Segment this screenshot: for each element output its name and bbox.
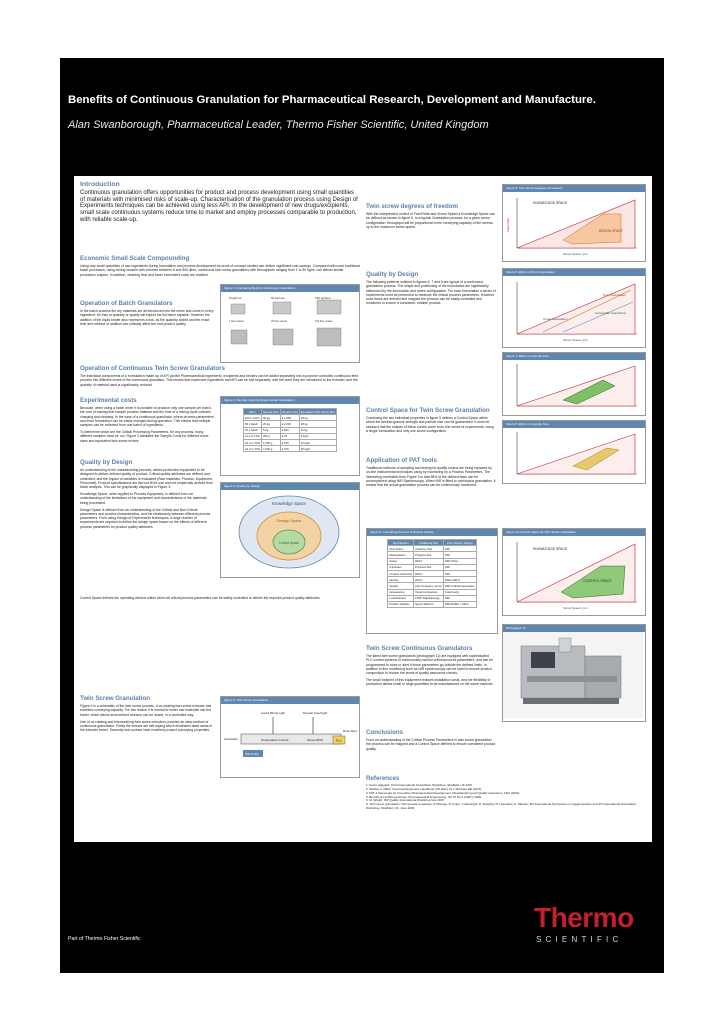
fig4-label-1: Powder Feed kg/h xyxy=(303,711,328,715)
fig10-label-2: Screw Speed, rpm xyxy=(563,606,588,610)
fig1-label-2: 150 kg/hour xyxy=(315,296,331,300)
economic-text: Using only small quantities of raw ingredients during formulation and process development for proof-of-concept studies can deliver significant cost savings. Compared with more traditional batch processes, using mixing vessels with volumes between 8 and 600 litres, continuous twin screw granulators with throughputs ranging from 1 to 50 kg/hr, can deliver similar production outputs. In addition, cleaning time and lower investment costs are realised. xyxy=(80,264,360,277)
machine-base xyxy=(523,698,619,704)
figure-3-title: Figure 3: Quality by Design xyxy=(221,483,359,490)
fig3-label-1: Design Space xyxy=(276,518,302,523)
qbd2-heading: Quality by Design xyxy=(366,271,419,278)
fig8-region xyxy=(517,434,635,474)
reference-item: 1. Kevin Haggard, Third International Granulation Workshop, Sheffield, UK 2007 xyxy=(366,783,473,788)
fig9-cell: Description xyxy=(388,546,414,552)
fig3-label-2: Control Space xyxy=(278,541,300,545)
fig9-column-header: Specification xyxy=(388,540,414,546)
fig2-cell: 18 kg xyxy=(299,421,336,427)
control-space-text: Control Space defines the operating window within which all critical process parameters can be safely controlled to deliver the required product quality attributes. xyxy=(80,596,321,600)
fig9-cell: Distinguisher xyxy=(388,552,414,558)
figure-9-table xyxy=(387,539,476,608)
fig2-cell: 1,500 g xyxy=(262,439,281,445)
fig6-label-2: Acceptable Granulation xyxy=(595,311,627,315)
reference-item: 2. Shelley A. Miller, Chemical Engineers' Handbook (7th Ed) p 11-7 McGraw-Hill (1974) xyxy=(366,787,482,791)
reference-item: 6. Twin screw granulation: Wet granule properties. R Dhenge, R. Fyles, J Cartwright, D. Doughty, M. Hounslow, A. Salman, 9th International Symposium on Agglomeration and 4th International Granulation Workshop, Sheffield, UK, June 2009 xyxy=(366,802,637,810)
fig4-label-7: PLC xyxy=(336,738,342,743)
content-panel xyxy=(74,176,652,842)
conclusions-text: From an understanding of the Critical Process Parameters in twin screw granulation the process can be mapped and a Control Space defined to ensure consistent product quality. xyxy=(366,738,496,751)
economic-heading: Economic Small Scale Compounding xyxy=(80,255,190,262)
fig2-cell: 16 mm TSG xyxy=(244,440,260,445)
pat-section xyxy=(366,458,496,487)
figure-9-title: Figure 9: Comparing Process & Product Testing xyxy=(367,529,497,536)
fig2-cell: 20 kg xyxy=(262,421,281,427)
poster xyxy=(60,58,664,973)
tsg-text: The latest twin screw granulators (photograph 11) are equipped with sophisticated PLC control systems to continuously monitor critical process parameters, and can be programmed to store or alert if those parameters go outside the defined limits. In addition In-line monitoring such as NIR spectroscopy can be used to ensure product composition to reduce the levels of quality assurance checks. xyxy=(366,654,494,676)
fig4-label-4: Screw RPM xyxy=(307,738,323,742)
twin-op-text: The individual components of a formulation made up of API (Active Pharmaceutical Ingredient), excipients and binders can be added separately into a purpose controlled continuous feed process into different zones of the continuous granulator. This means that expensive ingredients and API can be fold separately until the point they are introduced to the extruder, and the quantity of material used is significantly reduced. xyxy=(80,374,359,387)
fig2-cell: 10 L batch xyxy=(243,427,261,433)
fig6-label-3: Screw Speed, rpm xyxy=(563,338,588,342)
intro-section xyxy=(80,182,360,224)
photograph-11-title: Photograph 11 xyxy=(503,625,645,632)
logo-sub: SCIENTIFIC xyxy=(536,935,623,944)
fig2-cell: 50 kg xyxy=(262,415,281,421)
fig2-column-header: Equivalent Twin Screw Size xyxy=(300,409,336,414)
exp-section xyxy=(80,398,214,443)
economic-section xyxy=(80,256,360,277)
exp-heading: Experimental costs xyxy=(80,397,137,404)
fig9-cell: HPLC xyxy=(414,577,444,583)
knowledge-space-text: Knowledge Space, when applied to Process Equipment, is defined from our understanding of the limitations of the equipment and characteristics of the materials being processed. xyxy=(80,492,207,505)
fig2-cell: £ 1,500 xyxy=(280,415,299,421)
qbd-heading: Quality by Design xyxy=(80,459,133,466)
references-list xyxy=(366,784,646,811)
mixer-medium-icon xyxy=(273,302,291,314)
footer-text: Part of Thermo Fisher Scientific xyxy=(68,936,141,942)
fig9-cell: Visual comparison xyxy=(414,589,444,595)
qbd-text: An understanding of the manufacturing process, allows production equipment to be designed to deliver defined quality of product. Critical quality attributes are defined and controlled, and the impact of variables is evaluated (Raw materials, Process, Equipment, Personnel). Product specifications are laid out fit for use and not empirically derived from batch analysis. This can be graphically displayed in Figure 3. xyxy=(80,468,213,490)
figure-5-graphic xyxy=(503,192,643,258)
control-screen xyxy=(531,652,555,668)
fig9-cell: NIR/ Critical parameters xyxy=(444,583,475,588)
qbd2-text: The following patterns outlined in figures 6, 7 and 8 are typical of a continuous granulation process. The shape and positioning of the boundaries are significantly influenced by the formulation and screw configuration. For each formulation a series of experiments must be performed to measure the critical process parameters. However once these are defined and mapped the process can be easily controlled and monitored to ensure a consistent, reliable product. xyxy=(366,280,496,306)
figure-4-graphic xyxy=(221,704,357,774)
twin-op-heading: Operation of Continuous Twin Screw Granulators xyxy=(80,365,225,372)
fig2-cell: £ 150 xyxy=(280,439,299,445)
control-heading: Control Space for Twin Screw Granulation xyxy=(366,407,490,414)
fig9-cell: Content uniformity xyxy=(389,571,413,576)
figure-10-title: Figure 10: Control Space for Twin Screw Granulation xyxy=(503,529,645,536)
granulator-medium-icon xyxy=(273,329,293,345)
granulator-small-icon xyxy=(231,330,247,344)
fig5-label-1: DESIGN SPACE xyxy=(599,229,623,233)
fig1-label-4: 20 litre vessel xyxy=(271,320,287,323)
fig9-cell: HPLC xyxy=(414,558,444,564)
fig2-cell: 18 kg xyxy=(299,415,336,421)
fig2-row xyxy=(243,446,336,452)
fig1-label-3: 1 litre vessel xyxy=(229,320,244,323)
twin-gran-heading: Twin Screw Granulation xyxy=(80,695,151,702)
figure-3 xyxy=(220,482,360,578)
fig9-cell: NIR xyxy=(443,570,476,576)
conclusions-section xyxy=(366,730,496,751)
fig2-cell: 5 kg xyxy=(262,427,281,433)
granulator-photo xyxy=(503,632,643,718)
references-section xyxy=(366,776,646,811)
figure-6-title: Figure 6: Effect of Fill on Granulation xyxy=(503,269,645,276)
fig9-cell: Impurities xyxy=(388,564,414,570)
control-text: Combining the two individual properties in figure 9 defines a Control Space within which the desired granule strength and particle size can be guaranteed. It must be stressed that the shapes of these curves come from one series of experiments, using a single formulation and only one screw configuration. xyxy=(366,416,494,433)
figure-4 xyxy=(220,696,360,778)
title-block xyxy=(60,58,664,176)
twin-gran-text: Figure 4 is a schematic of the twin screw process. A co-rotating twin screw extruder has excellent conveying capacity. For this reason it is normal to meter raw materials into the barrel, which allows several feed streams can be dosed, in a controlled way. xyxy=(80,704,212,717)
exp-text-2: To determine which are the Critical Processing Parameters, for any process, many different samples must be run. Figure 2 tabulates the Sample Costs for different mixer sizes and equivalent twin screw mixers. xyxy=(80,430,209,443)
fig10-label-0: KNOWLEDGE SPACE xyxy=(533,547,568,551)
twin-gran-text-2: Use of co-rotating and intermeshing twin-screw extruders provides an ideal method of continuous granulation. Firstly the screws are self-wiping which eliminates dead areas in the extruder barrel. Secondly twin screws have excellent product conveying properties. xyxy=(80,719,213,733)
figure-8 xyxy=(502,420,646,484)
twin-gran-section xyxy=(80,696,214,732)
fig2-cell: 250 g xyxy=(262,433,281,439)
fig6-label-1: Under Granulation xyxy=(543,317,568,321)
dof-text: With the independent control of Feed Rate and Screw Speed a Knowledge Space can be defined as shown in figure 5. In a typical Granulation process, for a given screw configuration, throughput will be proportional to the conveying capacity of the screws, up to the maximum screw speed. xyxy=(366,212,495,229)
fig1-label-1: 50 kg/hour xyxy=(271,296,286,300)
reference-item: 5. M. Wright, ISP Quality International Workshop Nov 2007 xyxy=(366,798,445,803)
fig9-cell: NIR/ Other xyxy=(443,558,476,564)
fig2-column-header: Mixer xyxy=(243,409,261,415)
figure-6-graphic xyxy=(503,276,643,344)
fig9-cell: Particle analysis xyxy=(388,601,414,607)
fig9-cell: NIR xyxy=(443,552,476,558)
feed-hopper xyxy=(559,638,571,652)
figure-7-graphic xyxy=(503,360,643,412)
fig2-cell: £ 2,000 xyxy=(280,421,299,427)
tsg-text-2: The small footprint of this equipment reduces installation costs, and the flexibility of production allows small or large quantities to be manufactured on the same machine. xyxy=(366,678,494,687)
fig2-column-header: Sample Size xyxy=(263,409,279,414)
logo-word: Thermo xyxy=(534,902,634,933)
fig6-label-0: Over Granulation xyxy=(603,293,626,297)
figure-8-graphic xyxy=(503,428,643,480)
intro-heading: Introduction xyxy=(80,181,120,188)
fig9-cell: Other HPLC xyxy=(443,577,476,583)
fig1-label-0: 8 kg/hour xyxy=(229,296,242,300)
fig4-label-6: NIR Probe xyxy=(245,752,260,756)
figure-2 xyxy=(220,396,360,476)
figure-5-title: Figure 5: Twin Screw Degrees of Freedom xyxy=(503,185,645,192)
fig2-cell: £ 500 xyxy=(280,427,299,433)
granulator-large-icon xyxy=(317,328,341,346)
fig9-cell: Loss/Solution xyxy=(388,595,414,601)
fig2-cell: 25 kg/h xyxy=(299,446,336,452)
fig9-cell: FTIR/ Rapid Energy xyxy=(414,595,444,601)
fig2-cell: 11 mm TSG xyxy=(244,434,260,439)
fig2-cell: 50 L batch xyxy=(243,421,261,427)
batch-section xyxy=(80,301,214,326)
batch-heading: Operation of Batch Granulators xyxy=(80,300,173,307)
twin-op-section xyxy=(80,366,360,387)
pat-text: Traditional methods of sampling and testing for quality control are being replaced by on-line instrumental techniques using by monitoring by a Process Parameters. The interesting correlation from Figure 9 is that 98% of the defined tests can be accomplished using NIR Spectroscopy. When NIR is fitted to continuous granulation, it means that the actual granulation process can be continuously monitored. xyxy=(366,466,496,488)
fig2-cell: 2 kg/h xyxy=(299,433,336,439)
references-heading: References xyxy=(366,775,400,782)
figure-6 xyxy=(502,268,646,348)
fig5-label-3: Screw Speed, rpm xyxy=(563,252,588,256)
barrel xyxy=(241,734,341,744)
fig9-cell: NIR xyxy=(443,546,476,552)
design-space-text: Design Space is defined from an understanding of the Critical and Non-Critical parameters and process characteristics, and the relationship between different process parameters. From using Design of Experiments techniques, a large number of experiments are required to define the design space based on the effects of different process parameters on product quality attributes. xyxy=(80,507,211,529)
fig2-cell: 7,000 g xyxy=(262,446,281,452)
thermo-scientific-logo xyxy=(534,904,634,944)
qbd2-section xyxy=(366,272,496,305)
fig2-cell: £ 25 xyxy=(280,433,299,439)
fig2-cell: 11 kg xyxy=(299,427,336,433)
reference-item: 3. PAT a framework for Innovative Pharmaceutical Development, Manufacturing and Quality Assurance, FDA (2004), xyxy=(366,790,521,795)
figure-10 xyxy=(502,528,646,616)
poster-title: Benefits of Continuous Granulation for Pharmaceutical Research, Development and Manufacture. xyxy=(68,94,596,106)
figure-10-graphic xyxy=(503,536,643,612)
poster-authors: Alan Swanborough, Pharmaceutical Leader, Thermo Fisher Scientific, United Kingdom xyxy=(68,119,489,131)
fig9-cell: Physical Test xyxy=(414,564,444,570)
fig2-cell: 24 mm TSG xyxy=(244,446,260,451)
intro-text: Continuous granulation offers opportunities for product and process development using small quantities of materials with minimised risks of scale-up. Characterisation of the granulation process using Design of Experiments techniques can be achieved using less API. In the development of new drugs/excipients, small scale continuous systems reduce time to market and employ processes comparable to production, with reliable scale-up. xyxy=(80,189,358,223)
fig1-label-5: 100 litre vessel xyxy=(315,320,333,323)
figure-1-graphic xyxy=(221,292,357,360)
figure-3-graphic xyxy=(221,490,357,574)
figure-2-table xyxy=(243,408,337,452)
reference-item: 4. Brendis & Lindbring-Holman, Pharmaceutical Engineering. Vol 27 No 4 (2007), ISPE xyxy=(366,794,482,799)
fig5-label-0: KNOWLEDGE SPACE xyxy=(533,201,568,205)
fig10-label-1: CONTROL SPACE xyxy=(583,579,612,583)
figure-1-title: Figure 1: Comparing Batch & Continuous Granulators xyxy=(221,285,359,292)
pat-heading: Application of PAT tools xyxy=(366,457,437,464)
dof-section xyxy=(366,204,496,229)
fig2-column-header: Sample Cost xyxy=(281,409,298,414)
batch-text: In the batch process the dry materials are all introduced into the mixer and come in every ingredient, for they to quantity or quality will exploit the full batch capable. However the addition of the liquid binder also represents a risk, as the quantity added and the exact time and method of addition can critically affect the end product quality. xyxy=(80,309,214,326)
fig4-label-0: Liquid Binder kg/h xyxy=(261,711,286,715)
fig2-cell: 100 L batch xyxy=(243,415,261,421)
fig9-cell: Lab/ Company norms xyxy=(415,583,442,588)
control-section xyxy=(366,408,496,433)
photograph-11 xyxy=(502,624,646,722)
fig2-cell: £ 700 xyxy=(280,446,299,452)
fig9-cell: Visual by Test xyxy=(414,546,444,552)
figure-5 xyxy=(502,184,646,262)
figure-8-title: Figure 8: Effect on Granule Size xyxy=(503,421,645,428)
figure-7 xyxy=(502,352,646,416)
figure-4-title: Figure 4: Twin Screw Granulation xyxy=(221,697,359,704)
figure-9 xyxy=(366,528,498,634)
fig4-label-3: Temperature Control xyxy=(261,738,289,742)
figure-2-title: Figure 2: Sample Costs for Experimental Granulation xyxy=(221,397,359,404)
exp-text: Because, when using a batch mixer it is possible to produce only one sample per batch, the cost of making that sample process material and the time of a mixing cycle includes charging and cleaning. In the case of a continuous granulator, where process parameters and even formulation can be easily changed during operation. This means that multiple samples can be collected from one batch of ingredients. xyxy=(80,406,214,428)
fig9-cell: HPLC xyxy=(414,570,444,576)
fig9-column-header: Traditional Test xyxy=(414,540,444,546)
control-space-text-block xyxy=(80,596,360,600)
fig9-cell: Colorimetry xyxy=(443,589,476,595)
fig4-label-5: Drive Motor xyxy=(343,729,357,733)
fig9-column-header: 21st Century Testing xyxy=(443,540,476,546)
fig9-cell: Appearance xyxy=(388,589,414,595)
fig2-cell: 10 kg/h xyxy=(299,439,336,445)
tsg-heading: Twin Screw Continuous Granulators xyxy=(366,645,473,652)
mixer-large-icon xyxy=(317,300,341,314)
barrel-housing xyxy=(527,676,617,682)
fig9-cell: Sieve/ Malvern xyxy=(414,601,444,607)
fig9-cell: NIR xyxy=(443,595,476,601)
fig9-row xyxy=(388,601,476,607)
fig9-cell: Quality xyxy=(388,583,414,589)
footer xyxy=(60,842,664,973)
fig9-cell: NIR xyxy=(443,564,476,570)
dof-heading: Twin screw degrees of freedom xyxy=(366,203,459,210)
figure-7-title: Figure 7: Effect on Granule Size xyxy=(503,353,645,360)
figure-1 xyxy=(220,284,360,363)
fig9-cell: Physical Test xyxy=(414,552,444,558)
qbd-section xyxy=(80,460,214,529)
fig3-label-0: Knowledge Space xyxy=(272,501,306,506)
fig9-cell: NIR/ RAMC / Other xyxy=(443,601,476,607)
fig4-label-2: Granulator xyxy=(224,737,239,741)
fig9-cell: Assay xyxy=(388,558,414,564)
fig9-cell: Identity xyxy=(388,577,414,583)
fig5-label-2: Feed Rate xyxy=(506,217,510,232)
tsg-section xyxy=(366,646,496,687)
mixer-small-icon xyxy=(231,304,245,314)
conclusions-heading: Conclusions xyxy=(366,729,404,736)
